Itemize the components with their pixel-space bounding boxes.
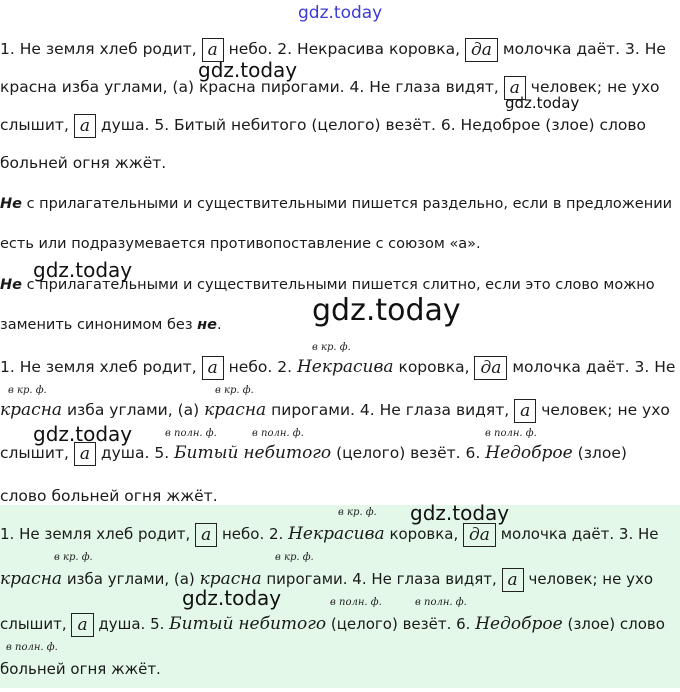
conjunction-box: а [202, 356, 224, 380]
conjunction-box: а [195, 523, 217, 547]
rule-separate: Не с прилагательными и существительными пишется раздельно, если в предложении есть или подразумевается противопоставление с союзом «а». [0, 196, 673, 252]
handwritten-word: Недоброе [475, 614, 563, 634]
annotation: в кр. ф. [275, 552, 314, 563]
handwritten-word: красна [204, 400, 267, 420]
handwritten-word: красна [0, 569, 63, 589]
conjunction-box: а [202, 38, 224, 62]
conjunction-box: а [502, 568, 524, 592]
conjunction-box: а [514, 399, 536, 423]
watermark: gdz.today [182, 586, 282, 610]
handwritten-word: небитого [243, 443, 332, 463]
watermark: gdz.today [198, 58, 298, 82]
exercise-text-annotated: 1. Не земля хлеб родит, а небо. 2. Некрасива коровка, да молочка даёт. 3. Не красна изба углами, (а) красна пирогами. 4. Не глаза видят, а человек; не ухо слышит, а душа. 5. Битый небитого (целого) везёт. 6. Недоброе (злое) слово больней огня жжёт. [0, 357, 676, 505]
annotation: в кр. ф. [8, 385, 47, 396]
handwritten-word: красна [199, 569, 262, 589]
annotation: в кр. ф. [215, 385, 254, 396]
watermark: gdz.today [312, 293, 461, 328]
watermark: gdz.today [298, 3, 383, 23]
handwritten-word: небитого [238, 614, 327, 634]
conjunction-box: да [474, 356, 507, 380]
rule-together: Не с прилагательными и существительными пишется слитно, если это слово можно заменить синонимом без не. [0, 277, 655, 333]
annotation: в кр. ф. [312, 342, 351, 353]
annotation: в кр. ф. [338, 507, 377, 518]
conjunction-box: да [465, 38, 498, 62]
exercise-text-original: 1. Не земля хлеб родит, а небо. 2. Некрасива коровка, да молочка даёт. 3. Не красна изба углами, (а) красна пирогами. 4. Не глаза видят, а человек; не ухо слышит, а душа. 5. Битый небитого (целого) везёт. 6. Недоброе (злое) слово больней огня жжёт. [0, 39, 666, 172]
conjunction-box: а [74, 442, 96, 466]
conjunction-box: да [463, 523, 496, 547]
handwritten-word: Битый [169, 614, 234, 634]
watermark: gdz.today [33, 258, 133, 282]
handwritten-word: Недоброе [485, 443, 573, 463]
watermark: gdz.today [410, 501, 510, 525]
handwritten-word: красна [0, 400, 63, 420]
conjunction-box: а [71, 613, 93, 637]
annotation: в полн. ф. [6, 642, 58, 653]
conjunction-box: а [74, 114, 96, 138]
annotation: в полн. ф. [485, 428, 537, 439]
handwritten-word: Битый [174, 443, 239, 463]
annotation: в полн. ф. [330, 597, 382, 608]
handwritten-word: Некрасива [288, 524, 385, 544]
annotation: в полн. ф. [415, 597, 467, 608]
watermark: gdz.today [505, 94, 580, 112]
conjunction-box: а [504, 76, 526, 100]
annotation: в полн. ф. [252, 428, 304, 439]
annotation: в кр. ф. [54, 552, 93, 563]
handwritten-word: Некрасива [296, 357, 394, 377]
exercise-text-answer: 1. Не земля хлеб родит, а небо. 2. Некрасива коровка, да молочка даёт. 3. Не красна изба углами, (а) красна пирогами. 4. Не глаза видят, а человек; не ухо слышит, а душа. 5. Битый небитого (целого) везёт. 6. Недоброе (злое) слово больней огня жжёт. [0, 524, 665, 678]
watermark: gdz.today [33, 422, 133, 446]
annotation: в полн. ф. [165, 428, 217, 439]
